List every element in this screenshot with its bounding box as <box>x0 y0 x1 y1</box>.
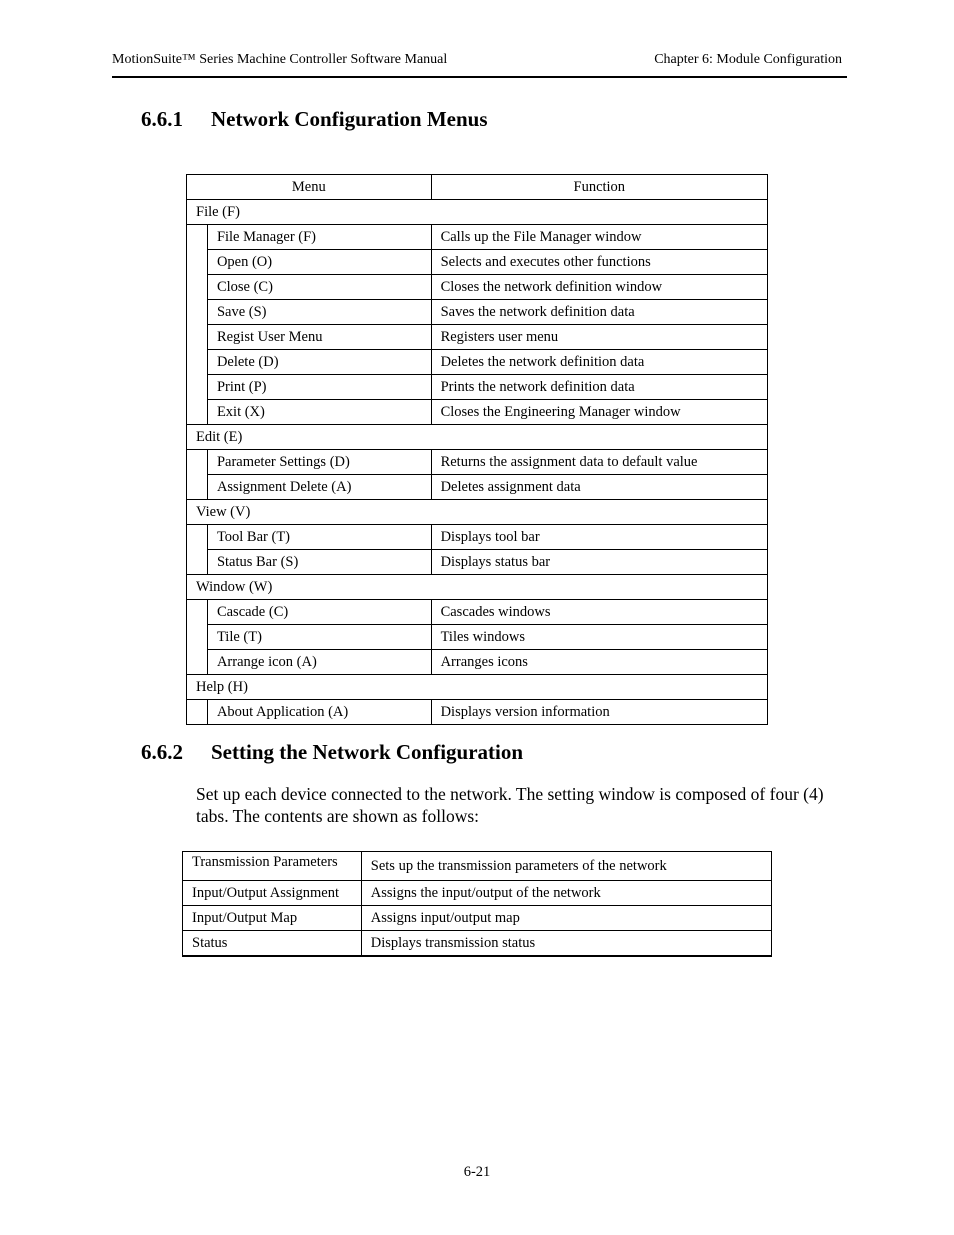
menu-table <box>186 174 768 725</box>
tab-description-cell: Assigns input/output map <box>361 906 771 931</box>
menu-item-function: Arranges icons <box>431 650 767 675</box>
menu-item-row <box>187 350 768 375</box>
menu-item-row <box>187 525 768 550</box>
indent-cell <box>187 700 208 725</box>
menu-item-name: Tile (T) <box>207 625 431 650</box>
indent-cell <box>187 525 208 550</box>
section-heading-6-6-1 <box>141 107 488 132</box>
page-header <box>112 52 847 78</box>
table-row <box>183 852 772 881</box>
menu-group-name: Help (H) <box>187 675 768 700</box>
section-heading-6-6-2 <box>141 740 523 765</box>
menu-item-name: About Application (A) <box>207 700 431 725</box>
table-row <box>183 931 772 957</box>
indent-cell <box>187 300 208 325</box>
menu-item-function: Tiles windows <box>431 625 767 650</box>
menu-item-row <box>187 450 768 475</box>
table-row <box>183 881 772 906</box>
menu-item-name: File Manager (F) <box>207 225 431 250</box>
menu-item-function: Closes the network definition window <box>431 275 767 300</box>
intro-paragraph: Set up each device connected to the network. The setting window is composed of four (4) tabs. The contents are shown as follows: <box>196 784 824 826</box>
menu-item-row <box>187 275 768 300</box>
menu-group-row <box>187 575 768 600</box>
menu-item-function: Deletes the network definition data <box>431 350 767 375</box>
menu-group-row <box>187 200 768 225</box>
menu-item-function: Registers user menu <box>431 325 767 350</box>
menu-item-row <box>187 475 768 500</box>
menu-item-function: Deletes assignment data <box>431 475 767 500</box>
chapter-title: Chapter 6: Module Configuration <box>654 52 842 67</box>
menu-item-row <box>187 400 768 425</box>
menu-item-name: Exit (X) <box>207 400 431 425</box>
menu-item-name: Open (O) <box>207 250 431 275</box>
indent-cell <box>187 625 208 650</box>
tab-name-cell: Status <box>183 931 362 957</box>
indent-cell <box>187 650 208 675</box>
menu-item-name: Regist User Menu <box>207 325 431 350</box>
menu-item-row <box>187 625 768 650</box>
menu-item-name: Close (C) <box>207 275 431 300</box>
indent-cell <box>187 225 208 250</box>
menu-item-row <box>187 375 768 400</box>
table-row <box>183 906 772 931</box>
tab-description-cell: Displays transmission status <box>361 931 771 957</box>
menu-item-function: Cascades windows <box>431 600 767 625</box>
menu-item-row <box>187 250 768 275</box>
menu-item-name: Parameter Settings (D) <box>207 450 431 475</box>
tab-name-cell: Transmission Parameters <box>183 852 362 881</box>
menu-item-function: Returns the assignment data to default value <box>431 450 767 475</box>
menu-item-function: Displays tool bar <box>431 525 767 550</box>
tab-name-cell: Input/Output Assignment <box>183 881 362 906</box>
menu-item-name: Assignment Delete (A) <box>207 475 431 500</box>
indent-cell <box>187 275 208 300</box>
menu-item-row <box>187 600 768 625</box>
indent-cell <box>187 350 208 375</box>
menu-item-row <box>187 700 768 725</box>
tab-description-cell: Sets up the transmission parameters of the network <box>361 852 771 881</box>
menu-item-row <box>187 550 768 575</box>
menu-item-name: Save (S) <box>207 300 431 325</box>
indent-cell <box>187 600 208 625</box>
menu-item-row <box>187 300 768 325</box>
section-title: Setting the Network Configuration <box>211 740 524 764</box>
section-number: 6.6.2 <box>141 740 183 764</box>
menu-item-function: Displays status bar <box>431 550 767 575</box>
menu-item-name: Tool Bar (T) <box>207 525 431 550</box>
menu-item-name: Status Bar (S) <box>207 550 431 575</box>
menu-group-name: Edit (E) <box>187 425 768 450</box>
menu-item-function: Saves the network definition data <box>431 300 767 325</box>
menu-item-name: Cascade (C) <box>207 600 431 625</box>
menu-group-name: View (V) <box>187 500 768 525</box>
indent-cell <box>187 375 208 400</box>
tabs-table <box>182 851 772 957</box>
indent-cell <box>187 450 208 475</box>
menu-item-function: Selects and executes other functions <box>431 250 767 275</box>
menu-group-row <box>187 425 768 450</box>
indent-cell <box>187 250 208 275</box>
tab-description-cell: Assigns the input/output of the network <box>361 881 771 906</box>
menu-group-name: File (F) <box>187 200 768 225</box>
menu-item-name: Print (P) <box>207 375 431 400</box>
section-title: Network Configuration Menus <box>211 107 488 131</box>
menu-group-row <box>187 500 768 525</box>
menu-group-name: Window (W) <box>187 575 768 600</box>
menu-item-row <box>187 225 768 250</box>
menu-item-name: Delete (D) <box>207 350 431 375</box>
function-column-header: Function <box>431 175 767 200</box>
tab-name-cell: Input/Output Map <box>183 906 362 931</box>
menu-item-function: Prints the network definition data <box>431 375 767 400</box>
menu-item-function: Displays version information <box>431 700 767 725</box>
indent-cell <box>187 550 208 575</box>
section-number: 6.6.1 <box>141 107 183 131</box>
menu-item-function: Calls up the File Manager window <box>431 225 767 250</box>
menu-item-name: Arrange icon (A) <box>207 650 431 675</box>
indent-cell <box>187 325 208 350</box>
menu-item-row <box>187 650 768 675</box>
manual-title: MotionSuite™ Series Machine Controller Software Manual <box>112 52 448 67</box>
page-number: 6-21 <box>463 1164 491 1180</box>
menu-column-header: Menu <box>187 175 432 200</box>
indent-cell <box>187 475 208 500</box>
menu-group-row <box>187 675 768 700</box>
menu-item-function: Closes the Engineering Manager window <box>431 400 767 425</box>
menu-item-row <box>187 325 768 350</box>
indent-cell <box>187 400 208 425</box>
